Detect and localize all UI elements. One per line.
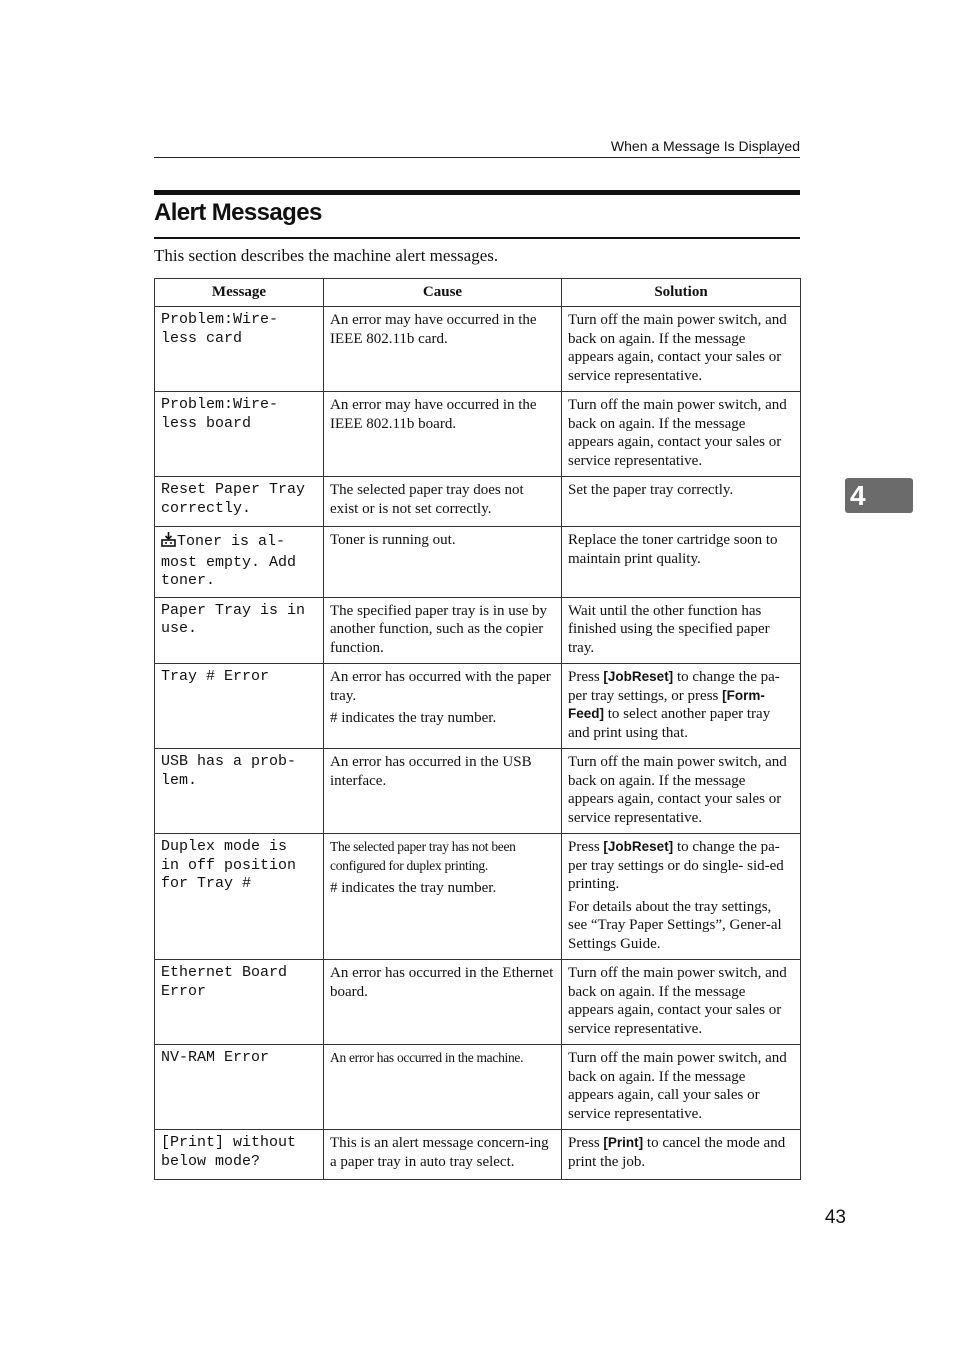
solution-text: Press [568, 1135, 604, 1151]
message-cell [155, 960, 324, 1045]
table-row [155, 392, 801, 477]
message-text: Problem:Wire- less board [161, 396, 279, 432]
message-text: Problem:Wire- less card [161, 311, 279, 347]
cause-cell: The specified paper tray is in use by another function, such as the copier function. [324, 597, 562, 664]
message-text: Paper Tray is in use. [161, 601, 306, 637]
header-message: Message [155, 279, 324, 307]
message-cell [155, 597, 324, 664]
chapter-tab [845, 478, 913, 513]
message-text: USB has a prob- lem. [161, 753, 297, 789]
solution-text: to select another paper tray and print using that. [568, 706, 771, 741]
table-row [155, 477, 801, 527]
message-cell [155, 664, 324, 749]
solution-text: Press [568, 839, 604, 855]
cause-note: # indicates the tray number. [330, 710, 497, 726]
cause-cell: The selected paper tray does not exist or is not set correctly. [324, 477, 562, 527]
solution-note: For details about the tray settings, see “Tray Paper Settings”, Gener-al Settings Guide. [568, 898, 782, 952]
running-head: When a Message Is Displayed [154, 138, 800, 158]
solution-text: to change the pa-per tray settings, or press [568, 669, 780, 704]
solution-cell: Turn off the main power switch, and back on again. If the message appears again, call your sales or service representative. [562, 1045, 801, 1130]
print-key: [Print] [603, 1135, 644, 1150]
cause-cell: An error has occurred in the Ethernet board. [324, 960, 562, 1045]
solution-cell: Turn off the main power switch, and back on again. If the message appears again, contact your sales or service representative. [562, 749, 801, 834]
cause-cell [324, 664, 562, 749]
solution-cell [562, 664, 801, 749]
header-cause: Cause [324, 279, 562, 307]
message-cell [155, 749, 324, 834]
page-number: 43 [824, 1207, 846, 1228]
message-cell [155, 834, 324, 960]
solution-cell: Replace the toner cartridge soon to maintain print quality. [562, 527, 801, 598]
table-row [155, 1045, 801, 1130]
title-rule [154, 237, 800, 239]
message-cell [155, 477, 324, 527]
formfeed-key: [Form-Feed] [568, 687, 765, 721]
jobreset-key: [JobReset] [603, 839, 674, 854]
cause-cell: An error has occurred in the USB interface. [324, 749, 562, 834]
cause-text: The selected paper tray has not been configured for duplex printing. [330, 839, 516, 873]
header-solution: Solution [562, 279, 801, 307]
message-text: NV-RAM Error [161, 1049, 270, 1066]
message-text: Tray # Error [161, 668, 270, 685]
message-cell [155, 527, 324, 598]
message-cell [155, 392, 324, 477]
alert-messages-table [154, 278, 801, 1180]
table-row [155, 307, 801, 392]
table-row [155, 664, 801, 749]
intro-text: This section describes the machine alert messages. [154, 246, 499, 265]
table-row [155, 1130, 801, 1180]
message-text: Toner is al- most empty. Add toner. [161, 533, 297, 589]
message-cell [155, 307, 324, 392]
cause-cell: An error may have occurred in the IEEE 802.11b board. [324, 392, 562, 477]
table-row [155, 527, 801, 598]
solution-text: Press [568, 669, 604, 685]
cause-text: An error has occurred in the machine. [330, 1050, 524, 1065]
section-title: Alert Messages [154, 199, 322, 226]
table-row [155, 834, 801, 960]
message-cell [155, 1045, 324, 1130]
cause-note: # indicates the tray number. [330, 880, 497, 896]
solution-cell: Wait until the other function has finished using the specified paper tray. [562, 597, 801, 664]
table-row [155, 960, 801, 1045]
cause-cell [324, 1045, 562, 1130]
toner-icon [161, 531, 176, 554]
solution-text: to change the pa-per tray settings or do single- sid-ed printing. [568, 839, 784, 892]
chapter-number: 4 [850, 480, 866, 511]
table-row [155, 597, 801, 664]
title-bar [154, 190, 800, 195]
cause-text: An error has occurred with the paper tray. [330, 669, 551, 704]
solution-cell [562, 1130, 801, 1180]
jobreset-key: [JobReset] [603, 669, 674, 684]
cause-cell: Toner is running out. [324, 527, 562, 598]
solution-cell: Turn off the main power switch, and back on again. If the message appears again, contact your sales or service representative. [562, 960, 801, 1045]
cause-cell: An error may have occurred in the IEEE 802.11b card. [324, 307, 562, 392]
message-text: Reset Paper Tray correctly. [161, 481, 306, 517]
cause-cell [324, 834, 562, 960]
message-cell [155, 1130, 324, 1180]
cause-cell: This is an alert message concern-ing a paper tray in auto tray select. [324, 1130, 562, 1180]
solution-text: to cancel the mode and print the job. [568, 1135, 786, 1170]
message-text: Duplex mode is in off position for Tray # [161, 838, 297, 892]
solution-cell: Turn off the main power switch, and back on again. If the message appears again, contact your sales or service representative. [562, 392, 801, 477]
solution-cell: Set the paper tray correctly. [562, 477, 801, 527]
message-text: Ethernet Board Error [161, 964, 288, 1000]
table-row [155, 749, 801, 834]
solution-cell [562, 834, 801, 960]
message-text: [Print] without below mode? [161, 1134, 297, 1170]
solution-cell: Turn off the main power switch, and back on again. If the message appears again, contact your sales or service representative. [562, 307, 801, 392]
table-header-row [155, 279, 801, 307]
